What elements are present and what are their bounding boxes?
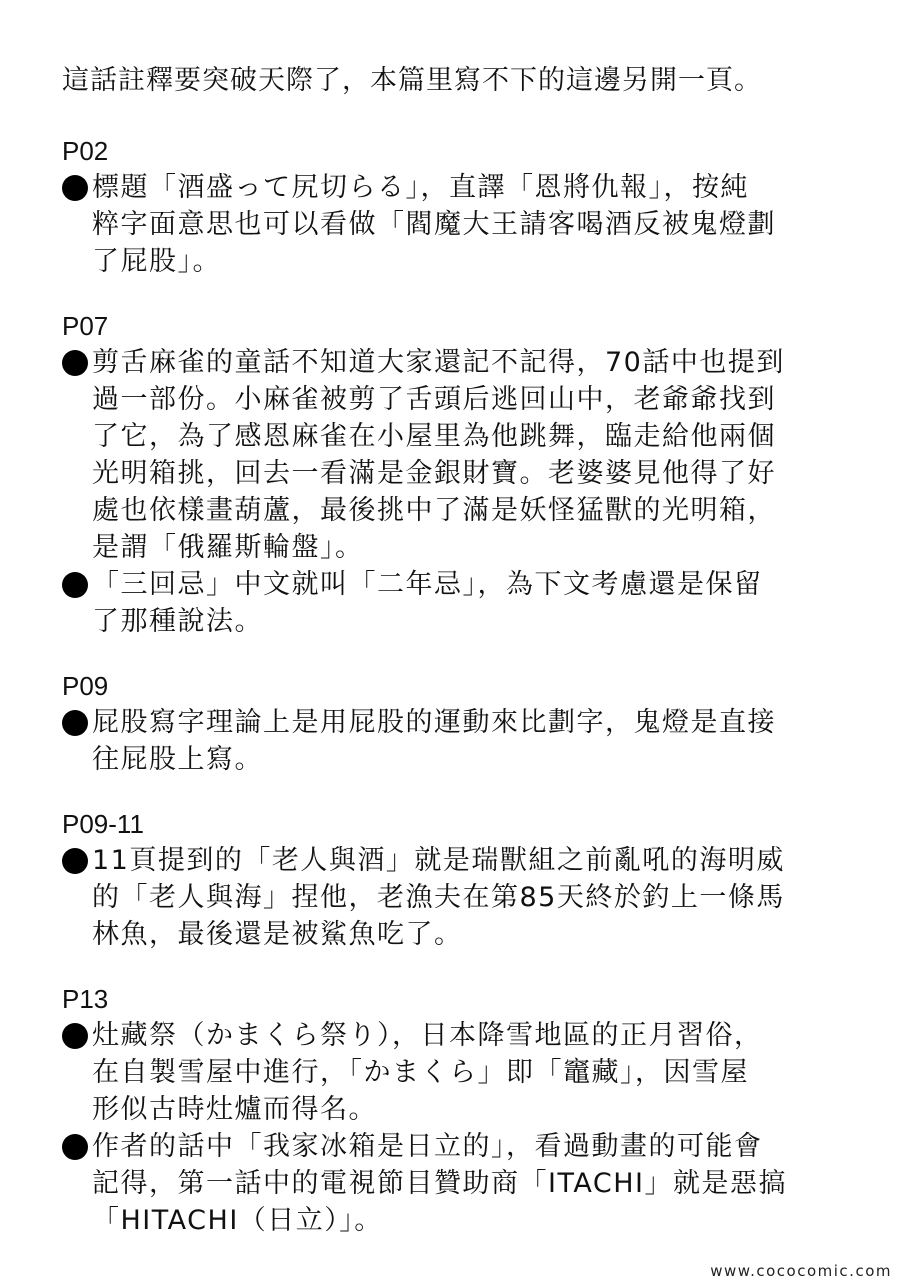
note-line: 是謂「俄羅斯輪盤」。 xyxy=(92,532,364,563)
watermark: www.cococomic.com xyxy=(710,1262,892,1280)
note-item xyxy=(62,1017,832,1128)
note-line: 了那種說法。 xyxy=(92,606,263,637)
page-label: P13 xyxy=(62,984,109,1014)
bullet-icon xyxy=(62,350,88,376)
section-p13 xyxy=(62,983,832,1239)
note-item xyxy=(62,566,832,640)
section-p09-11 xyxy=(62,808,832,953)
page-label: P02 xyxy=(62,136,109,166)
note-line: 在自製雪屋中進行，「かまくら」即「竈藏」，因雪屋 xyxy=(92,1057,749,1088)
note-line: 的「老人與海」捏他，老漁夫在第85天終於釣上一條馬 xyxy=(92,882,785,913)
bullet-icon xyxy=(62,710,88,736)
note-line: 記得，第一話中的電視節目贊助商「ITACHI」就是惡搞 xyxy=(92,1168,787,1199)
section-p02 xyxy=(62,135,832,280)
note-line: 林魚，最後還是被鯊魚吃了。 xyxy=(92,919,463,950)
note-line: 形似古時灶爐而得名。 xyxy=(92,1094,377,1125)
note-line: 了它，為了感恩麻雀在小屋里為他跳舞，臨走給他兩個 xyxy=(92,421,776,452)
note-line: 了屁股」。 xyxy=(92,246,221,277)
section-p09 xyxy=(62,670,832,778)
intro-text: 這話註釋要突破天際了，本篇里寫不下的這邊另開一頁。 xyxy=(62,65,762,96)
note-item xyxy=(62,169,832,280)
bullet-icon xyxy=(62,1023,88,1049)
note-line: 剪舌麻雀的童話不知道大家還記不記得，70話中也提到 xyxy=(92,347,785,378)
bullet-icon xyxy=(62,175,88,201)
note-line: 「三回忌」中文就叫「二年忌」，為下文考慮還是保留 xyxy=(92,569,763,600)
bullet-icon xyxy=(62,848,88,874)
note-item xyxy=(62,704,832,778)
note-line: 「HITACHI（日立）」。 xyxy=(92,1205,383,1236)
note-line: 往屁股上寫。 xyxy=(92,744,263,775)
section-p07 xyxy=(62,310,832,640)
note-line: 作者的話中「我家冰箱是日立的」，看過動畫的可能會 xyxy=(92,1131,763,1162)
note-line: 標題「酒盛って尻切らる」，直譯「恩將仇報」，按純 xyxy=(92,172,749,203)
note-line: 屁股寫字理論上是用屁股的運動來比劃字，鬼燈是直接 xyxy=(92,707,776,738)
page-label: P07 xyxy=(62,311,109,341)
bullet-icon xyxy=(62,1134,88,1160)
note-line: 光明箱挑，回去一看滿是金銀財寶。老婆婆見他得了好 xyxy=(92,458,776,489)
note-line: 過一部份。小麻雀被剪了舌頭后逃回山中，老爺爺找到 xyxy=(92,384,776,415)
note-line: 粹字面意思也可以看做「閻魔大王請客喝酒反被鬼燈劃 xyxy=(92,209,776,240)
page-label: P09 xyxy=(62,671,109,701)
bullet-icon xyxy=(62,572,88,598)
note-line: 處也依樣畫葫蘆，最後挑中了滿是妖怪猛獸的光明箱， xyxy=(92,495,776,526)
page-label: P09-11 xyxy=(62,809,144,839)
annotation-page xyxy=(62,62,832,1269)
note-item xyxy=(62,344,832,566)
note-line: 灶藏祭（かまくら祭り），日本降雪地區的正月習俗， xyxy=(92,1020,763,1051)
note-item xyxy=(62,1128,832,1239)
note-item xyxy=(62,842,832,953)
note-line: 11頁提到的「老人與酒」就是瑞獸組之前亂吼的海明威 xyxy=(92,845,785,876)
